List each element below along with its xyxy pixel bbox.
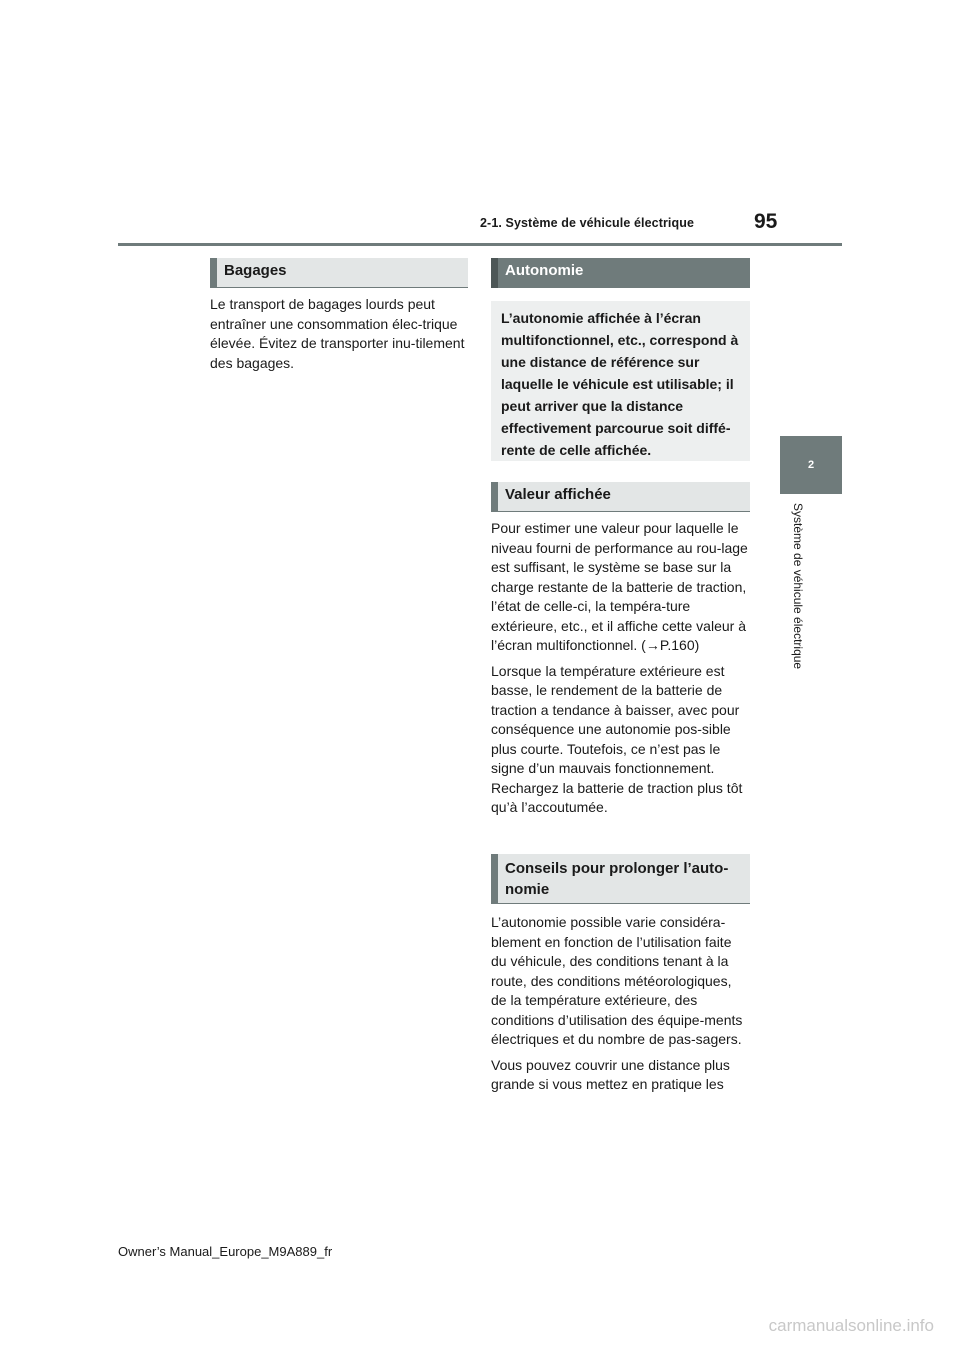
paragraph: Vous pouvez couvrir une distance plus grande si vous mettez en pratique les [491, 1056, 730, 1092]
conseils-body [491, 913, 750, 1101]
heading-conseils [491, 854, 750, 904]
footer-manual-id: Owner’s Manual_Europe_M9A889_fr [118, 1244, 333, 1259]
heading-bagages-text: Bagages [224, 262, 287, 279]
heading-valeur-affichee [491, 482, 750, 512]
valeur-body [491, 519, 750, 824]
heading-bagages [210, 258, 468, 288]
heading-autonomie [491, 258, 750, 288]
autonomie-note-box [491, 301, 750, 461]
paragraph: Lorsque la température extérieure est basse, le rendement de la batterie de traction a tendance à baisser, avec pour conséquence une autonomie pos-sible plus courte. Toutefois, ce n’est pas le signe d’un mauvais fonctionnement. Rechargez la batterie de traction plus tôt qu’à l’accoutumée. [491, 662, 743, 815]
page-number: 95 [754, 210, 778, 233]
chapter-number: 2 [807, 459, 815, 471]
heading-valeur-affichee-text: Valeur affichée [505, 486, 611, 503]
heading-autonomie-text: Autonomie [505, 262, 584, 279]
paragraph: Pour estimer une valeur pour laquelle le niveau fourni de performance au rou-lage est suffisant, le système se base sur la charge restante de la batterie de traction, l’état de celle-ci, la tempéra-ture extérieure, etc., et il affiche cette valeur à l’écran multifonctionnel. (→P.160) [491, 520, 748, 653]
watermark: carmanualsonline.info [768, 1316, 934, 1335]
autonomie-note-text: L’autonomie affichée à l’écran multifonctionnel, etc., correspond à une distance de référence sur laquelle le véhicule est utilisable; il peut arriver que la distance effectivement parcourue soit diffé-rente de celle affichée. [501, 310, 739, 458]
chapter-side-label: Système de véhicule électrique [791, 503, 805, 670]
paragraph: L’autonomie possible varie considéra-blement en fonction de l’utilisation faite du véhicule, des conditions tenant à la route, des conditions météorologiques, de la température extérieure, des conditions d’utilisation des équipe-ments électriques et du nombre de pas-sagers. [491, 914, 743, 1047]
chapter-tab[interactable] [780, 436, 842, 494]
section-title: 2-1. Système de véhicule électrique [480, 216, 695, 230]
header-divider [118, 243, 842, 246]
heading-conseils-text: Conseils pour prolonger l’auto-nomie [505, 860, 729, 898]
bagages-body [210, 295, 468, 379]
paragraph: Le transport de bagages lourds peut entraîner une consommation élec-trique élevée. Évitez de transporter inu-tilement des bagages. [210, 296, 465, 371]
